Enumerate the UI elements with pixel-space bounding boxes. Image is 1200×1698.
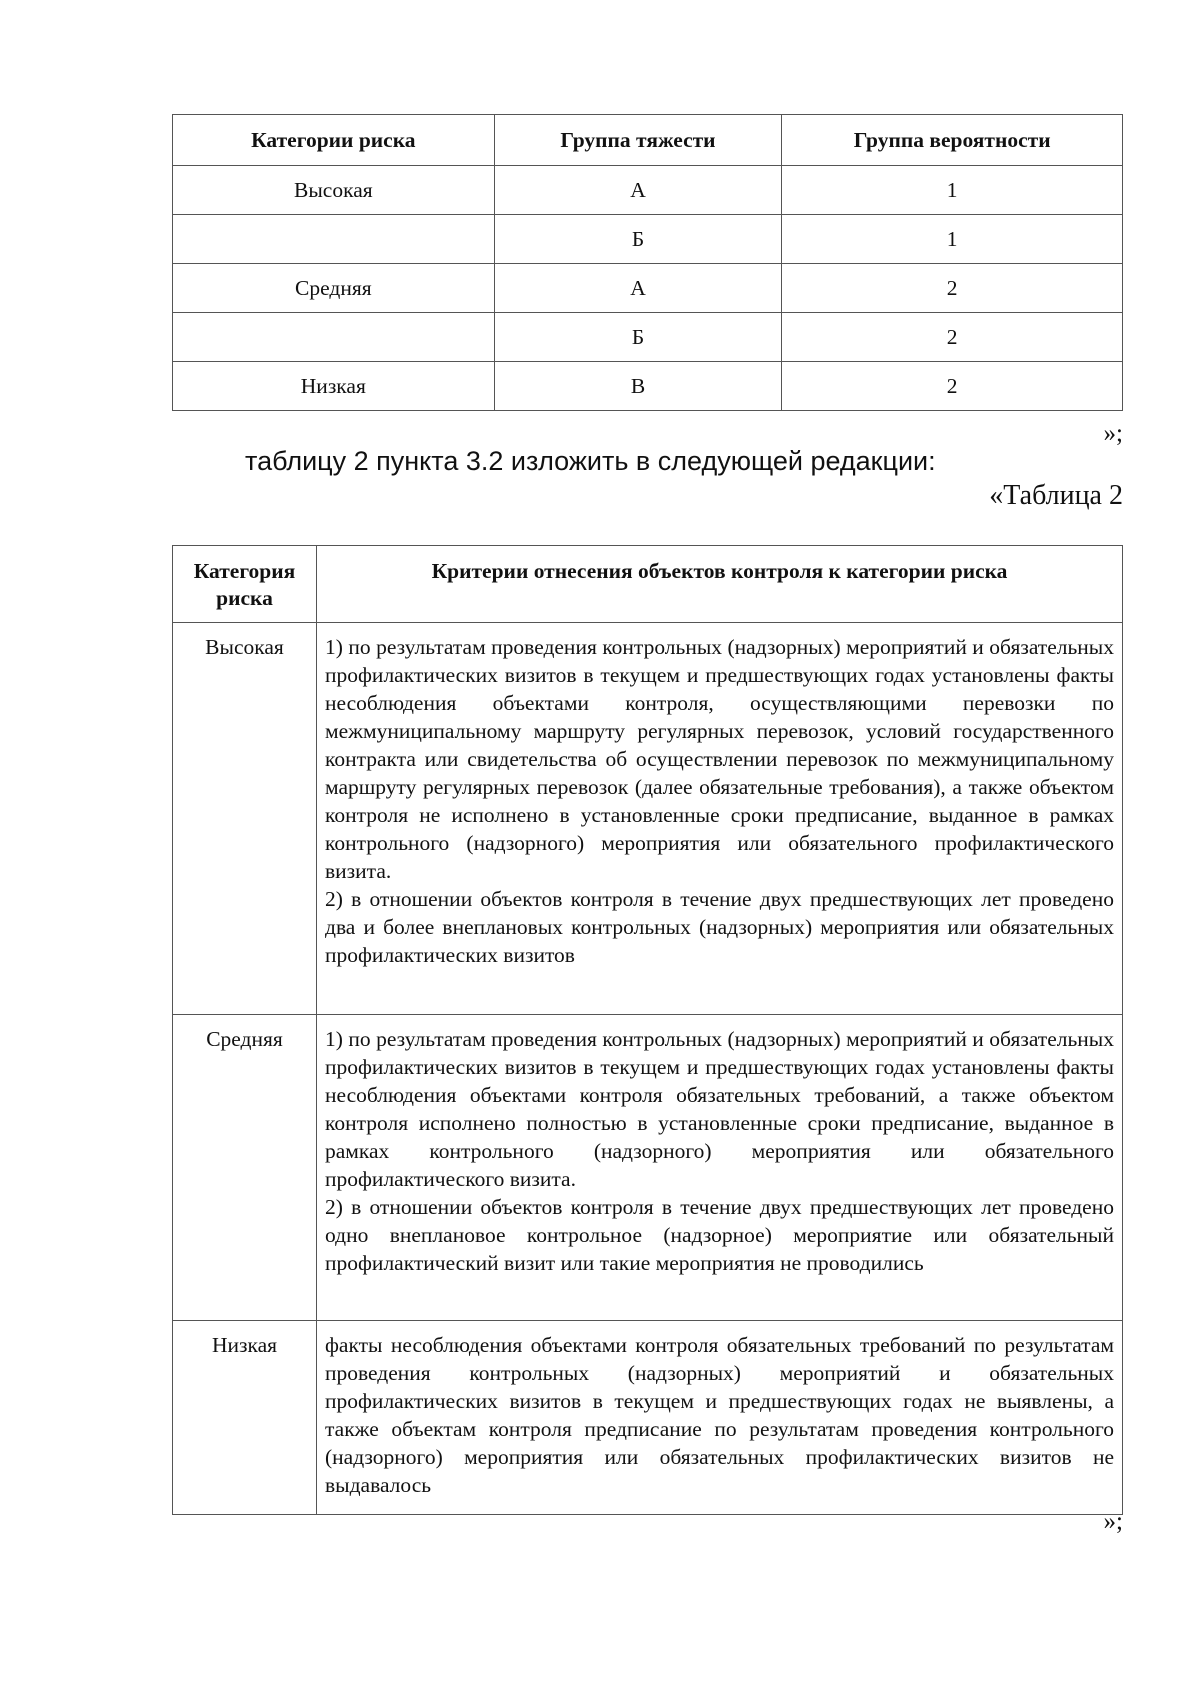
cell-severity-group: Б	[494, 215, 782, 264]
risk-groups-table	[172, 114, 1123, 411]
criteria-paragraph: факты несоблюдения объектами контроля обязательных требований по результатам проведения контрольных (надзорных) мероприятий и обязательных профилактических визитов в текущем и предшествующих годах не выявлены, а также объектам контроля предписание по результатам проведения контрольного (надзорного) мероприятия или обязательных профилактических визитов не выдавалось	[325, 1333, 1114, 1497]
column-header-severity-group: Группа тяжести	[494, 115, 782, 166]
table-row	[173, 264, 1123, 313]
table-row	[173, 166, 1123, 215]
criteria-paragraph: 1) по результатам проведения контрольных (надзорных) мероприятий и обязательных профилактических визитов в текущем и предшествующих годах установлены факты несоблюдения объектами контроля обязательных требований, а также объектом контроля исполнено полностью в установленные сроки предписание, выданное в рамках контрольного (надзорного) мероприятия или обязательного профилактического визита.	[325, 1027, 1114, 1191]
cell-probability-group: 2	[782, 362, 1123, 411]
cell-risk-category: Средняя	[173, 1015, 317, 1321]
table-row	[173, 362, 1123, 411]
criteria-paragraph: 2) в отношении объектов контроля в течение двух предшествующих лет проведено два и более внеплановых контрольных (надзорных) мероприятия или обязательных профилактических визитов	[325, 887, 1114, 967]
cell-risk-category	[173, 313, 495, 362]
cell-criteria	[317, 1015, 1123, 1321]
table-row	[173, 215, 1123, 264]
table-header-row	[173, 546, 1123, 623]
cell-probability-group: 2	[782, 313, 1123, 362]
cell-probability-group: 1	[782, 166, 1123, 215]
criteria-paragraph: 1) по результатам проведения контрольных (надзорных) мероприятий и обязательных профилактических визитов в текущем и предшествующих годах установлены факты несоблюдения объектами контроля, осуществляющими перевозки по межмуниципальному маршруту регулярных перевозок, условий государственного контракта или свидетельства об осуществлении перевозок по межмуниципальному маршруту регулярных перевозок (далее обязательные требования), а также объектом контроля не исполнено в установленные сроки предписание, выданное в рамках контрольного (надзорного) мероприятия или обязательного профилактического визита.	[325, 635, 1114, 883]
risk-criteria-table	[172, 545, 1123, 1515]
column-header-criteria: Критерии отнесения объектов контроля к категории риска	[317, 546, 1123, 623]
cell-criteria	[317, 1321, 1123, 1515]
cell-severity-group: А	[494, 166, 782, 215]
column-header-risk-category: Категории риска	[173, 115, 495, 166]
criteria-paragraph: 2) в отношении объектов контроля в течение двух предшествующих лет проведено одно внеплановое контрольное (надзорное) мероприятие или обязательный профилактический визит или такие мероприятия не проводились	[325, 1195, 1114, 1275]
cell-severity-group: А	[494, 264, 782, 313]
table-row	[173, 623, 1123, 1015]
cell-risk-category: Низкая	[173, 1321, 317, 1515]
cell-risk-category	[173, 215, 495, 264]
cell-criteria	[317, 623, 1123, 1015]
table-row	[173, 1015, 1123, 1321]
cell-risk-category: Высокая	[173, 623, 317, 1015]
table-2-label: «Таблица 2	[989, 480, 1123, 511]
table-row	[173, 1321, 1123, 1515]
table-header-row	[173, 115, 1123, 166]
table-row	[173, 313, 1123, 362]
closing-quote-mark: »;	[1103, 1508, 1123, 1535]
cell-risk-category: Высокая	[173, 166, 495, 215]
cell-probability-group: 1	[782, 215, 1123, 264]
cell-severity-group: В	[494, 362, 782, 411]
cell-probability-group: 2	[782, 264, 1123, 313]
cell-risk-category: Средняя	[173, 264, 495, 313]
cell-risk-category: Низкая	[173, 362, 495, 411]
column-header-risk-category: Категория риска	[173, 546, 317, 623]
amendment-instruction: таблицу 2 пункта 3.2 изложить в следующей редакции:	[245, 446, 936, 476]
cell-severity-group: Б	[494, 313, 782, 362]
column-header-probability-group: Группа вероятности	[782, 115, 1123, 166]
closing-quote-mark: »;	[1103, 420, 1123, 447]
